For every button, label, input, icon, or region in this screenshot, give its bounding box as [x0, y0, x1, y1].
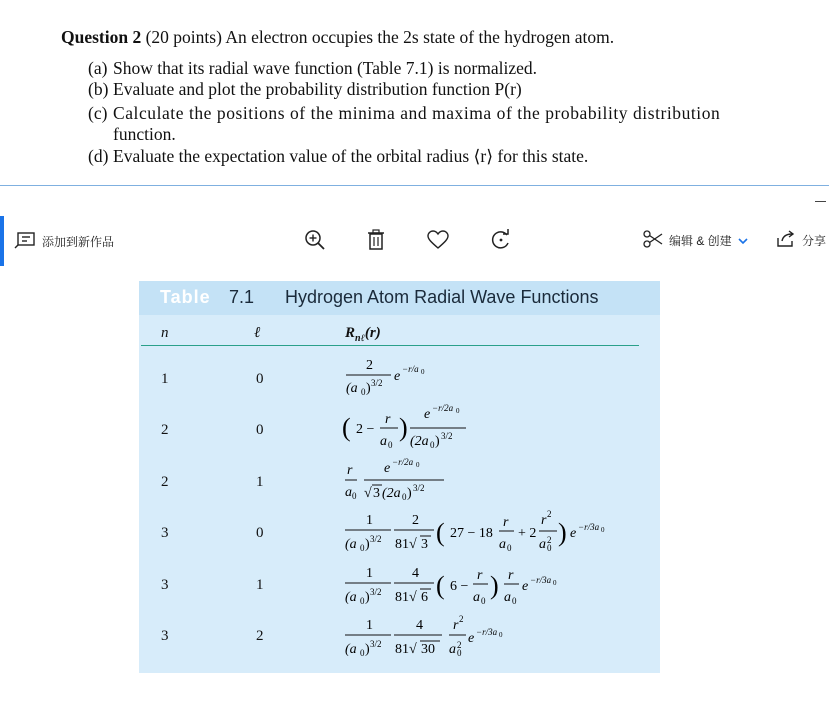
svg-text:−r/a: −r/a: [402, 364, 419, 374]
add-to-new-work-button[interactable]: [14, 231, 114, 252]
svg-text:+ 2: + 2: [518, 526, 537, 541]
row-5-n: 3: [161, 577, 169, 593]
row-2-l: 0: [256, 422, 264, 438]
header-l: ℓ: [254, 325, 261, 341]
svg-text:2: 2: [547, 509, 552, 519]
svg-text:r: r: [541, 513, 547, 528]
svg-text:r: r: [503, 515, 509, 530]
svg-text:e: e: [570, 526, 577, 541]
delete-icon[interactable]: [364, 228, 388, 252]
table-caption: [139, 281, 660, 315]
svg-text:r: r: [347, 463, 353, 478]
svg-text:0: 0: [402, 492, 407, 502]
heart-icon[interactable]: [426, 228, 450, 252]
svg-text:): ): [399, 413, 408, 442]
share-label: 分享: [802, 234, 827, 248]
svg-text:e: e: [394, 369, 401, 384]
svg-text:3/2: 3/2: [370, 534, 382, 544]
svg-text:2: 2: [547, 535, 552, 545]
svg-text:6: 6: [421, 590, 428, 605]
chevron-down-icon: [738, 234, 748, 248]
svg-text:0: 0: [416, 461, 420, 469]
header-n: n: [161, 325, 169, 341]
svg-text:a: a: [539, 537, 546, 552]
edit-create-button[interactable]: [643, 230, 748, 251]
svg-text:1: 1: [366, 618, 373, 633]
minimize-icon[interactable]: [815, 201, 826, 202]
svg-text:2: 2: [457, 640, 462, 650]
question-label: Question 2: [61, 27, 142, 47]
svg-text:e: e: [522, 579, 529, 594]
header-rule: [141, 345, 639, 346]
add-to-new-work-label: 添加到新作品: [42, 235, 115, 249]
svg-text:): ): [365, 590, 370, 605]
svg-text:3/2: 3/2: [413, 483, 425, 493]
svg-text:a: a: [473, 590, 480, 605]
svg-text:(a: (a: [346, 381, 358, 396]
share-button[interactable]: [776, 230, 826, 251]
formula-row-1: [344, 353, 464, 408]
row-6-l: 2: [256, 628, 264, 644]
table-label: Table: [160, 287, 211, 307]
svg-text:r: r: [508, 568, 514, 583]
svg-text:a: a: [504, 590, 511, 605]
svg-text:): ): [407, 486, 412, 501]
svg-text:−r/3a: −r/3a: [578, 522, 600, 532]
table-figure: [139, 281, 660, 673]
separator: [0, 185, 829, 186]
svg-text:0: 0: [361, 387, 366, 397]
svg-text:0: 0: [457, 648, 462, 658]
svg-text:0: 0: [553, 579, 557, 587]
formula-row-5: [344, 559, 564, 616]
svg-text:): ): [558, 518, 567, 547]
svg-text:): ): [365, 642, 370, 657]
svg-text:0: 0: [547, 543, 552, 553]
zoom-in-icon[interactable]: [303, 228, 327, 252]
svg-text:a: a: [380, 434, 387, 449]
svg-text:−r/3a: −r/3a: [476, 627, 498, 637]
svg-text:r: r: [385, 412, 391, 427]
svg-text:1: 1: [366, 566, 373, 581]
question-title: [61, 27, 614, 48]
svg-text:0: 0: [430, 440, 435, 450]
row-3-n: 2: [161, 474, 169, 490]
svg-text:81√: 81√: [395, 642, 417, 657]
svg-text:2: 2: [412, 513, 419, 528]
svg-text:2 −: 2 −: [356, 422, 375, 437]
svg-text:−r/3a: −r/3a: [530, 575, 552, 585]
svg-text:81√: 81√: [395, 590, 417, 605]
svg-text:): ): [490, 571, 499, 600]
svg-text:): ): [365, 537, 370, 552]
svg-text:3/2: 3/2: [370, 587, 382, 597]
svg-text:6 −: 6 −: [450, 579, 469, 594]
image-toolbar: [0, 216, 829, 268]
share-icon: [776, 230, 796, 251]
svg-text:e: e: [384, 461, 391, 476]
svg-text:81√: 81√: [395, 537, 417, 552]
svg-text:4: 4: [412, 566, 419, 581]
svg-text:0: 0: [507, 543, 512, 553]
svg-text:0: 0: [352, 491, 357, 501]
row-6-n: 3: [161, 628, 169, 644]
svg-text:(a: (a: [345, 642, 357, 657]
row-1-l: 0: [256, 371, 264, 387]
row-4-l: 0: [256, 525, 264, 541]
svg-text:3/2: 3/2: [370, 639, 382, 649]
svg-text:3/2: 3/2: [371, 378, 383, 388]
question-part-b: (b) Evaluate and plot the probability distribution function P(r): [88, 79, 522, 99]
svg-text:r: r: [477, 568, 483, 583]
edit-create-label: 编辑 & 创建: [669, 234, 732, 248]
row-2-n: 2: [161, 422, 169, 438]
svg-text:0: 0: [360, 648, 365, 658]
question-points: (20 points) An electron occupies the 2s state of the hydrogen atom.: [145, 27, 615, 47]
svg-text:(: (: [436, 571, 445, 600]
svg-text:0: 0: [360, 596, 365, 606]
svg-text:27 − 18: 27 − 18: [450, 526, 493, 541]
svg-text:(a: (a: [345, 590, 357, 605]
row-4-n: 3: [161, 525, 169, 541]
svg-text:): ): [435, 434, 440, 449]
svg-text:2: 2: [366, 358, 373, 373]
svg-text:e: e: [424, 407, 431, 422]
header-r: $R_{n\ell}(r)$: [345, 325, 381, 344]
svg-text:a: a: [499, 537, 506, 552]
formula-row-2: [342, 403, 492, 460]
scissors-icon: [643, 230, 663, 251]
svg-text:30: 30: [421, 642, 435, 657]
row-5-l: 1: [256, 577, 264, 593]
svg-text:−r/2a: −r/2a: [392, 457, 414, 467]
svg-text:0: 0: [421, 368, 425, 376]
svg-text:3: 3: [421, 537, 428, 552]
question-part-c-cont: function.: [113, 124, 176, 144]
svg-text:0: 0: [360, 543, 365, 553]
svg-text:3: 3: [373, 486, 380, 501]
svg-text:e: e: [468, 631, 475, 646]
table-title: Hydrogen Atom Radial Wave Functions: [285, 287, 599, 307]
row-3-l: 1: [256, 474, 264, 490]
svg-text:0: 0: [601, 526, 605, 534]
svg-text:0: 0: [481, 596, 486, 606]
svg-text:3/2: 3/2: [441, 431, 453, 441]
svg-text:(: (: [342, 413, 351, 442]
svg-text:2: 2: [459, 614, 464, 624]
svg-text:(2a: (2a: [410, 434, 429, 449]
table-number: 7.1: [229, 287, 255, 307]
svg-text:a: a: [449, 642, 456, 657]
row-1-n: 1: [161, 371, 169, 387]
svg-text:−r/2a: −r/2a: [432, 403, 454, 413]
question-part-c: (c) Calculate the positions of the minima and maxima of the probability distribution: [88, 103, 721, 123]
accent-bar: [0, 216, 4, 266]
svg-text:a: a: [345, 485, 352, 500]
svg-text:(2a: (2a: [382, 486, 401, 501]
svg-text:(a: (a: [345, 537, 357, 552]
svg-text:r: r: [453, 618, 459, 633]
rotate-icon[interactable]: [489, 228, 513, 252]
svg-text:0: 0: [456, 407, 460, 415]
svg-text:4: 4: [416, 618, 423, 633]
svg-text:(: (: [436, 518, 445, 547]
question-part-a: (a) Show that its radial wave function (Table 7.1) is normalized.: [88, 58, 538, 78]
formula-row-6: [344, 611, 544, 668]
formula-row-3: [344, 457, 474, 512]
add-collection-icon: [14, 231, 36, 252]
svg-text:0: 0: [388, 440, 393, 450]
svg-text:0: 0: [512, 596, 517, 606]
svg-text:): ): [366, 381, 371, 396]
svg-text:1: 1: [366, 513, 373, 528]
svg-text:0: 0: [499, 631, 503, 639]
question-part-d: (d) Evaluate the expectation value of the orbital radius ⟨r⟩ for this state.: [88, 146, 589, 166]
svg-text:√: √: [364, 486, 372, 501]
formula-row-4: [344, 506, 644, 563]
